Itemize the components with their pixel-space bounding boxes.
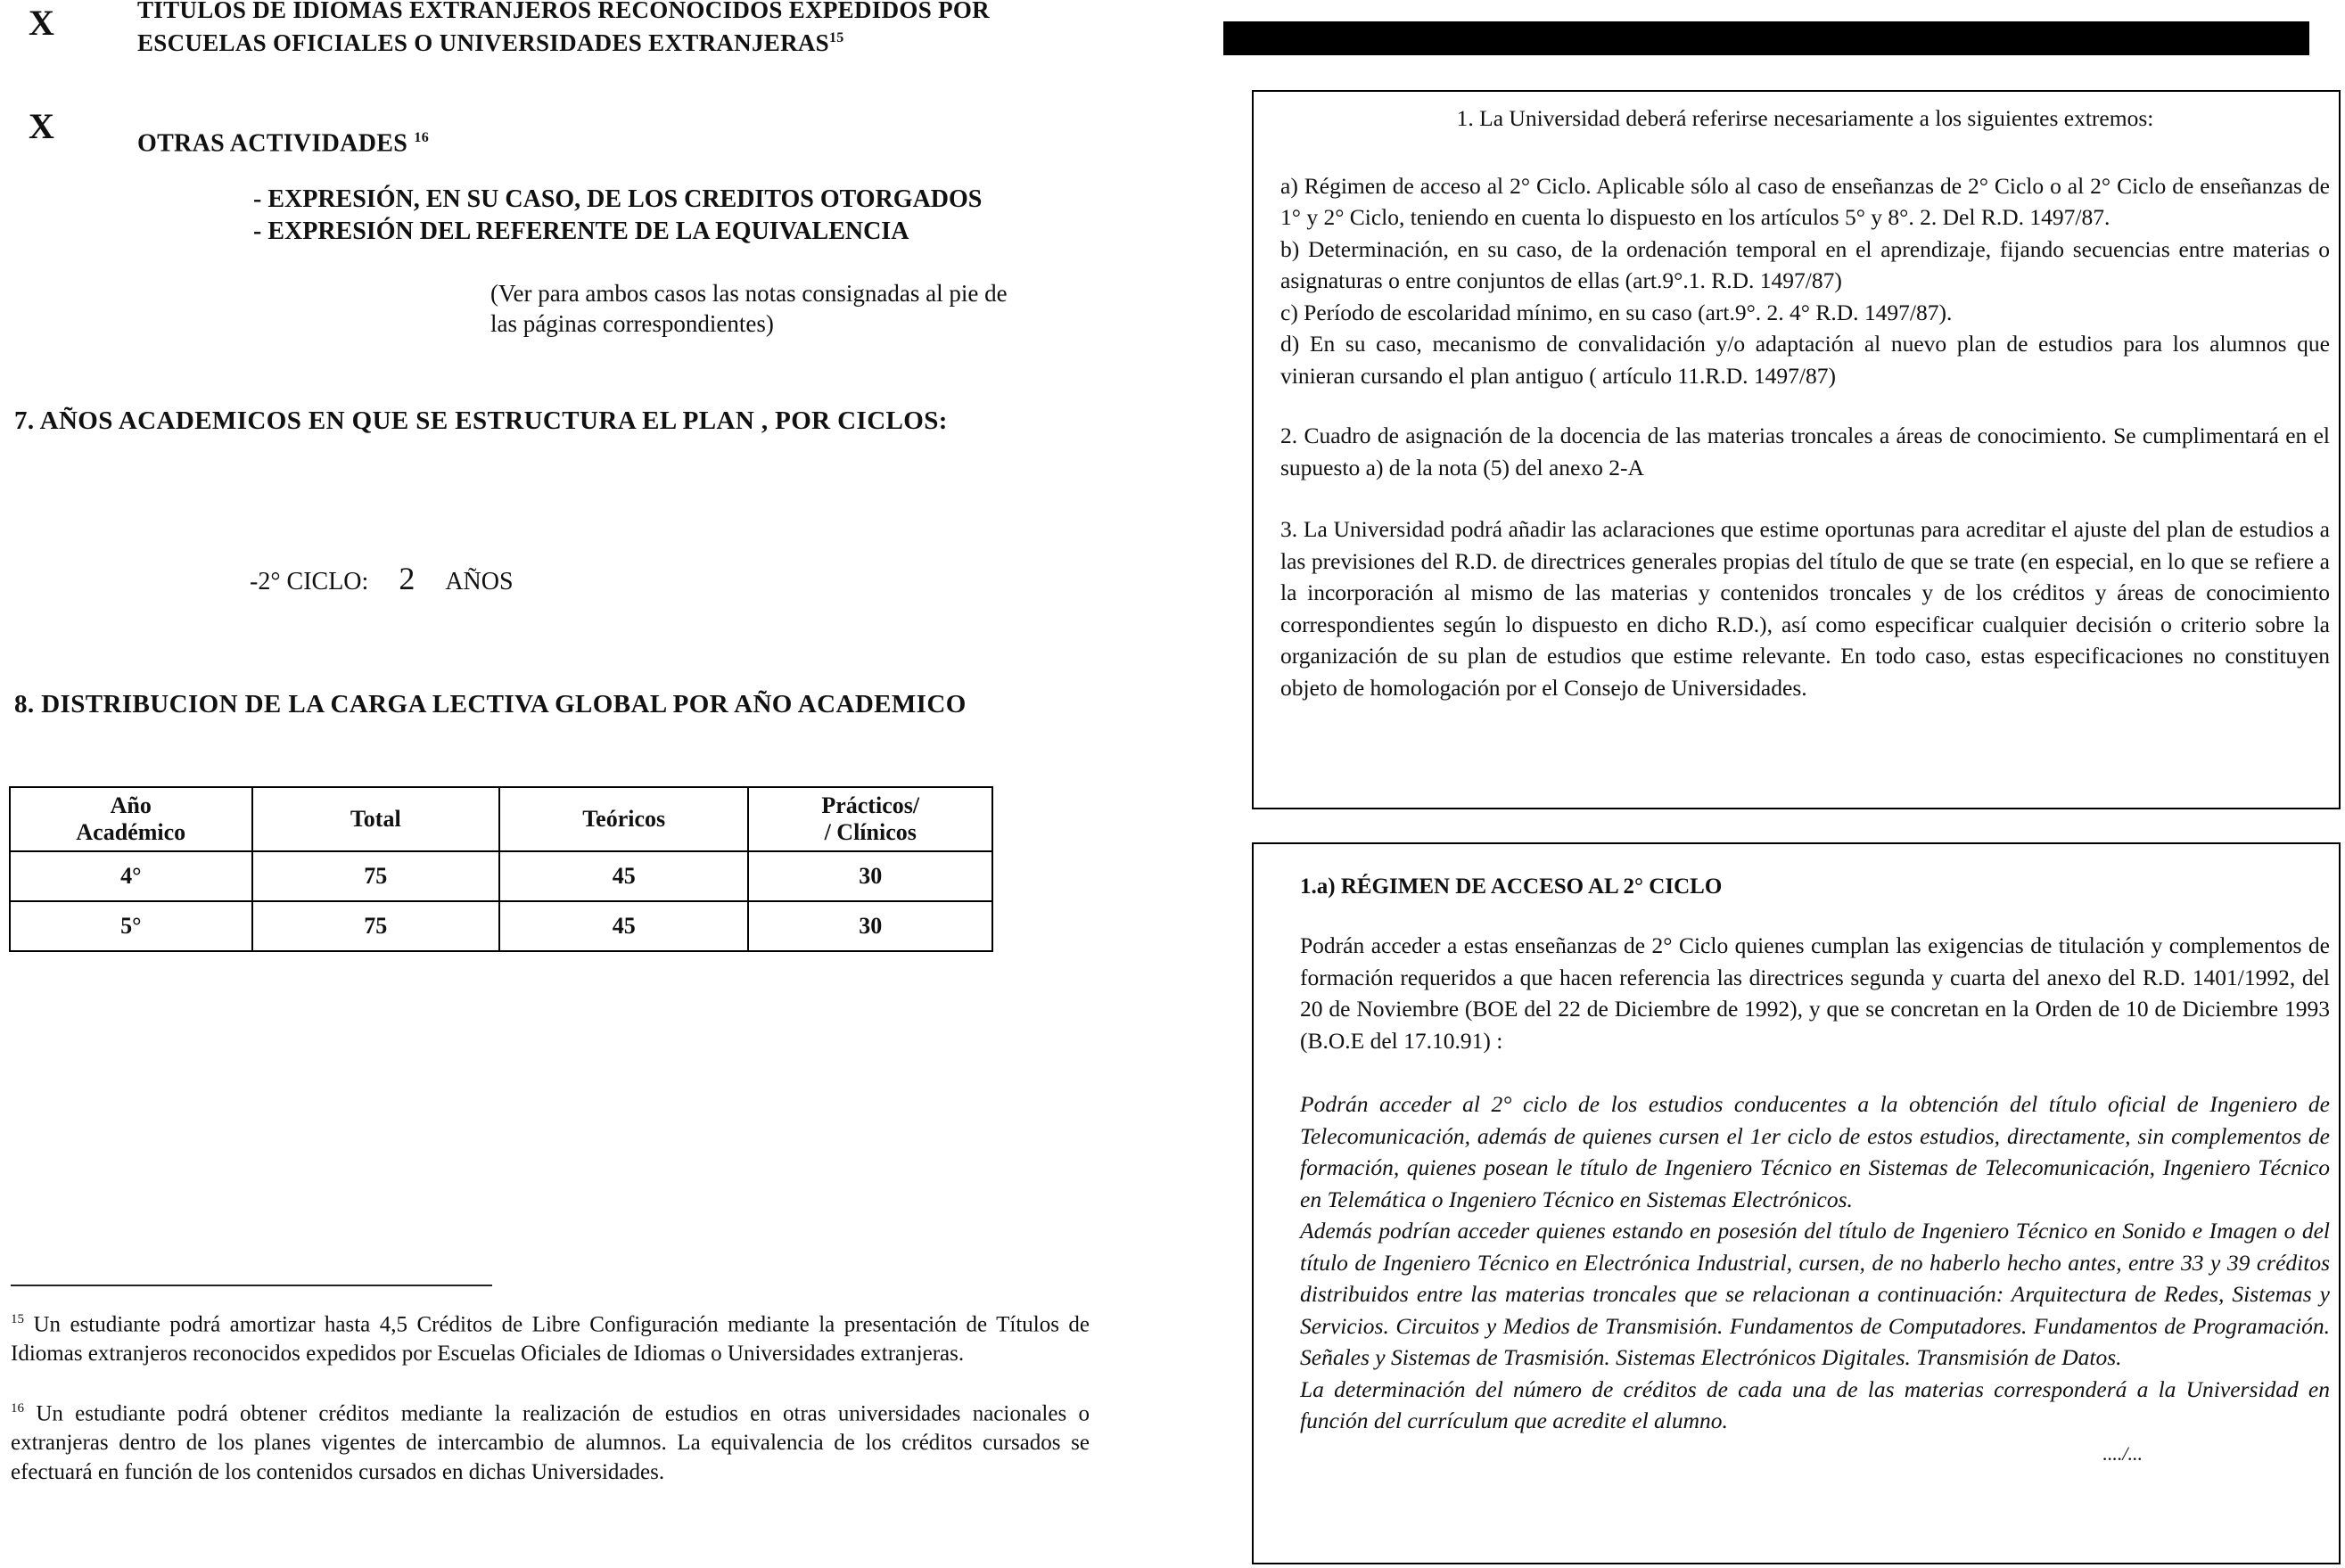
footnote-ref-15: 15: [828, 30, 844, 45]
footnote-ref-16: 16: [414, 130, 429, 145]
col-header-total: Total: [252, 787, 499, 851]
col-header-practicos: Prácticos/ / Clínicos: [748, 787, 992, 851]
footnote-16: [11, 1394, 1090, 1487]
continuation-mark: ..../...: [2102, 1441, 2143, 1465]
cell-practicos: 30: [748, 901, 992, 951]
regimen-acceso-detail-1: Podrán acceder al 2° ciclo de los estudios conducentes a la obtención del título oficial de Ingeniero de Telecomunicación, además de quienes cursen el 1er ciclo de estos estudios, directamente, sin complementos de formación, quienes posean le título de Ingeniero Técnico en Sistemas de Telecomunicación, Ingeniero Técnico en Telemática o Ingeniero Técnico en Sistemas Electrónicos.: [1300, 1091, 2330, 1212]
col-header-teoricos: Teóricos: [499, 787, 748, 851]
regimen-acceso-intro: Podrán acceder a estas enseñanzas de 2° Ciclo quienes cumplan las exigencias de titulación y complementos de formación requeridos a que hacen referencia las directrices segunda y cuarta del anexo del R.D. 1401/1992, del 20 de Noviembre (BOE del 22 de Diciembre de 1992), y que se concretan en la Orden de 10 de Diciembre 1993 (B.O.E del 17.10.91) :: [1300, 932, 2330, 1054]
instructions-p2c: c) Período de escolaridad mínimo, en su caso (art.9°. 2. 4° R.D. 1497/87).: [1280, 299, 1953, 325]
cell-anio: 4°: [10, 851, 252, 901]
ciclo-years-number: 2: [399, 561, 416, 596]
notes-line1: (Ver para ambos casos las notas consignadas al pie de: [490, 280, 1008, 307]
section-8-heading: 8. DISTRIBUCION DE LA CARGA LECTIVA GLOBAL POR AÑO ACADEMICO: [14, 690, 967, 718]
regimen-acceso-box: [1252, 842, 2341, 1564]
x-mark-1: X: [29, 3, 54, 43]
regimen-acceso-heading: 1.a) RÉGIMEN DE ACCESO AL 2° CICLO: [1300, 874, 1723, 899]
col-header-anio: Año Académico: [10, 787, 252, 851]
regimen-acceso-detail-2: Además podrían acceder quienes estando en posesión del título de Ingeniero Técnico en Sonido e Imagen o del título de Ingeniero Técnico en Electrónica Industrial, cursen, de no haberlo hecho antes, entre 33 y 39 créditos distribuidos entre las materias troncales que se relacionan a continuación: Arquitectura de Redes, Sistemas y Servicios. Circuitos y Medios de Transmisión. Fundamentos de Computadores. Fundamentos de Programación. Señales y Sistemas de Trasmisión. Sistemas Electrónicos Digitales. Transmisión de Datos.: [1300, 1218, 2330, 1370]
cell-anio: 5°: [10, 901, 252, 951]
carga-lectiva-table: [9, 786, 993, 952]
footnote-15: [11, 1305, 1090, 1368]
footnote-16-number: 16: [11, 1401, 24, 1416]
notes-line2: las páginas correspondientes): [490, 310, 774, 337]
instructions-p3: 2. Cuadro de asignación de la docencia de las materias troncales a áreas de conocimiento. Se cumplimentará en el supuesto a) de la nota (5) del anexo 2-A: [1280, 423, 2330, 480]
section-7-heading: 7. AÑOS ACADEMICOS EN QUE SE ESTRUCTURA EL PLAN , POR CICLOS:: [14, 406, 948, 435]
cell-practicos: 30: [748, 851, 992, 901]
black-header-bar: [1223, 21, 2309, 55]
instructions-p1: 1. La Universidad deberá referirse necesariamente a los siguientes extremos:: [1456, 105, 2154, 131]
sub-item-referente: - EXPRESIÓN DEL REFERENTE DE LA EQUIVALENCIA: [253, 218, 909, 245]
footnote-15-text: Un estudiante podrá amortizar hasta 4,5 Créditos de Libre Configuración mediante la presentación de Títulos de Idiomas extranjeros reconocidos expedidos por Escuelas Oficiales de Idiomas o Universidades extranjeras.: [11, 1312, 1090, 1367]
ciclo-line: [250, 560, 514, 597]
instructions-box: [1252, 90, 2341, 809]
regimen-acceso-details: [1300, 1088, 2330, 1437]
instructions-p2b: b) Determinación, en su caso, de la ordenación temporal en el aprendizaje, fijando secuencias entre materias o asignaturas o entre conjuntos de ellas (art.9°.1. R.D. 1497/87): [1280, 235, 2330, 293]
sub-item-creditos: - EXPRESIÓN, EN SU CASO, DE LOS CREDITOS OTORGADOS: [253, 185, 983, 213]
table-header-row: [10, 787, 992, 851]
footnote-rule: [11, 1285, 492, 1286]
table-row: [10, 901, 992, 951]
cell-total: 75: [252, 851, 499, 901]
regimen-acceso-detail-3: La determinación del número de créditos de cada una de las materias corresponderá a la Universidad en función del currículum que acredite el alumno.: [1300, 1375, 2330, 1433]
instructions-p4: 3. La Universidad podrá añadir las aclaraciones que estime oportunas para acreditar el ajuste del plan de estudios a las previsiones del R.D. de directrices generales propias del título de que se trate (en especial, en lo que se refiere a la incorporación al mismo de las materias y contenidos troncales y de los créditos y áreas de conocimiento correspondientes según lo dispuesto en dicho R.D.), así como especificar cualquier decisión o criterio sobre la organización de su plan de estudios que estime relevante. En todo caso, estas especificaciones no constituyen objeto de homologación por el Consejo de Universidades.: [1280, 516, 2330, 701]
item-idiomas-title: [137, 0, 990, 57]
x-mark-2: X: [29, 106, 54, 146]
item-idiomas-line1: TITULOS DE IDIOMAS EXTRANJEROS RECONOCIDOS EXPEDIDOS POR: [137, 0, 990, 23]
ciclo-label: -2° CICLO:: [250, 568, 369, 595]
ciclo-years-unit: AÑOS: [445, 568, 514, 595]
instructions-p2a: a) Régimen de acceso al 2° Ciclo. Aplicable sólo al caso de enseñanzas de 2° Ciclo o al 2° Ciclo de enseñanzas de 1° y 2° Ciclo, teniendo en cuenta lo dispuesto en los artículos 5° y 8°. 2. Del R.D. 1497/87.: [1280, 172, 2330, 230]
table-row: [10, 851, 992, 901]
instructions-p2: [1280, 170, 2330, 392]
item-idiomas-line2: ESCUELAS OFICIALES O UNIVERSIDADES EXTRANJERAS$^{15}$: [137, 29, 844, 56]
instructions-p2d: d) En su caso, mecanismo de convalidación y/o adaptación al nuevo plan de estudios para los alumnos que vinieran cursando el plan antiguo ( artículo 11.R.D. 1497/87): [1280, 331, 2330, 389]
footnote-16-text: Un estudiante podrá obtener créditos mediante la realización de estudios en otras universidades nacionales o extranjeras dentro de los planes vigentes de intercambio de alumnos. La equivalencia de los créditos cursados se efectuará en función de los contenidos cursados en dichas Universidades.: [11, 1401, 1090, 1485]
cell-teoricos: 45: [499, 901, 748, 951]
notes-reference: [490, 278, 1097, 339]
cell-total: 75: [252, 901, 499, 951]
footnote-15-number: 15: [11, 1312, 24, 1326]
cell-teoricos: 45: [499, 851, 748, 901]
item-otras-actividades: OTRAS ACTIVIDADES $^{16}$: [137, 129, 429, 158]
